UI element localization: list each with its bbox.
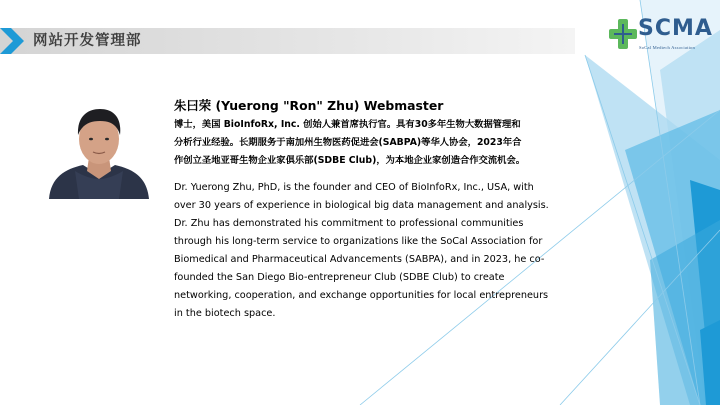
- english-bio: [174, 179, 574, 323]
- english-bio-line: networking, cooperation, and exchange opportunities for local entrepreneurs: [174, 290, 549, 301]
- person-name: 朱曰荣 (Yuerong "Ron" Zhu) Webmaster: [174, 98, 444, 113]
- english-bio-line: Dr. Zhu has demonstrated his commitment to professional communities: [174, 218, 524, 229]
- logo-tagline: SoCal Medtech Association: [639, 45, 696, 50]
- english-bio-line: over 30 years of experience in biological big data management and analysis.: [174, 200, 549, 211]
- english-bio-line: in the biotech space.: [174, 308, 276, 319]
- bio-content: [174, 97, 574, 323]
- english-bio-line: founded the San Diego Bio-entrepreneur Club (SDBE Club) to create: [174, 272, 505, 283]
- chinese-bio: [174, 116, 574, 170]
- english-bio-line: Dr. Yuerong Zhu, PhD, is the founder and CEO of BioInfoRx, Inc., USA, with: [174, 182, 534, 193]
- scma-logo: [608, 14, 714, 56]
- english-bio-line: Biomedical and Pharmaceutical Advancements (SABPA), and in 2023, he co-: [174, 254, 545, 265]
- chinese-bio-line: 作创立圣地亚哥生物企业家俱乐部(SDBE Club)，为本地企业家创造合作交流机会。: [174, 155, 526, 166]
- logo-name: SCMA: [638, 16, 713, 41]
- portrait-photo: [45, 97, 153, 199]
- chevron-right-icon: [0, 28, 26, 54]
- section-title: 网站开发管理部: [33, 33, 142, 49]
- chinese-bio-line: 分析行业经验。长期服务于南加州生物医药促进会(SABPA)等华人协会，2023年合: [174, 137, 522, 148]
- chinese-bio-line: 博士，美国 BioInfoRx, Inc. 创始人兼首席执行官。具有30多年生物大数据管理和: [174, 119, 521, 130]
- english-bio-line: through his long-term service to organizations like the SoCal Association for: [174, 236, 543, 247]
- medical-cross-icon: [608, 16, 638, 52]
- header-bar: [0, 28, 575, 54]
- person-image: [45, 97, 153, 199]
